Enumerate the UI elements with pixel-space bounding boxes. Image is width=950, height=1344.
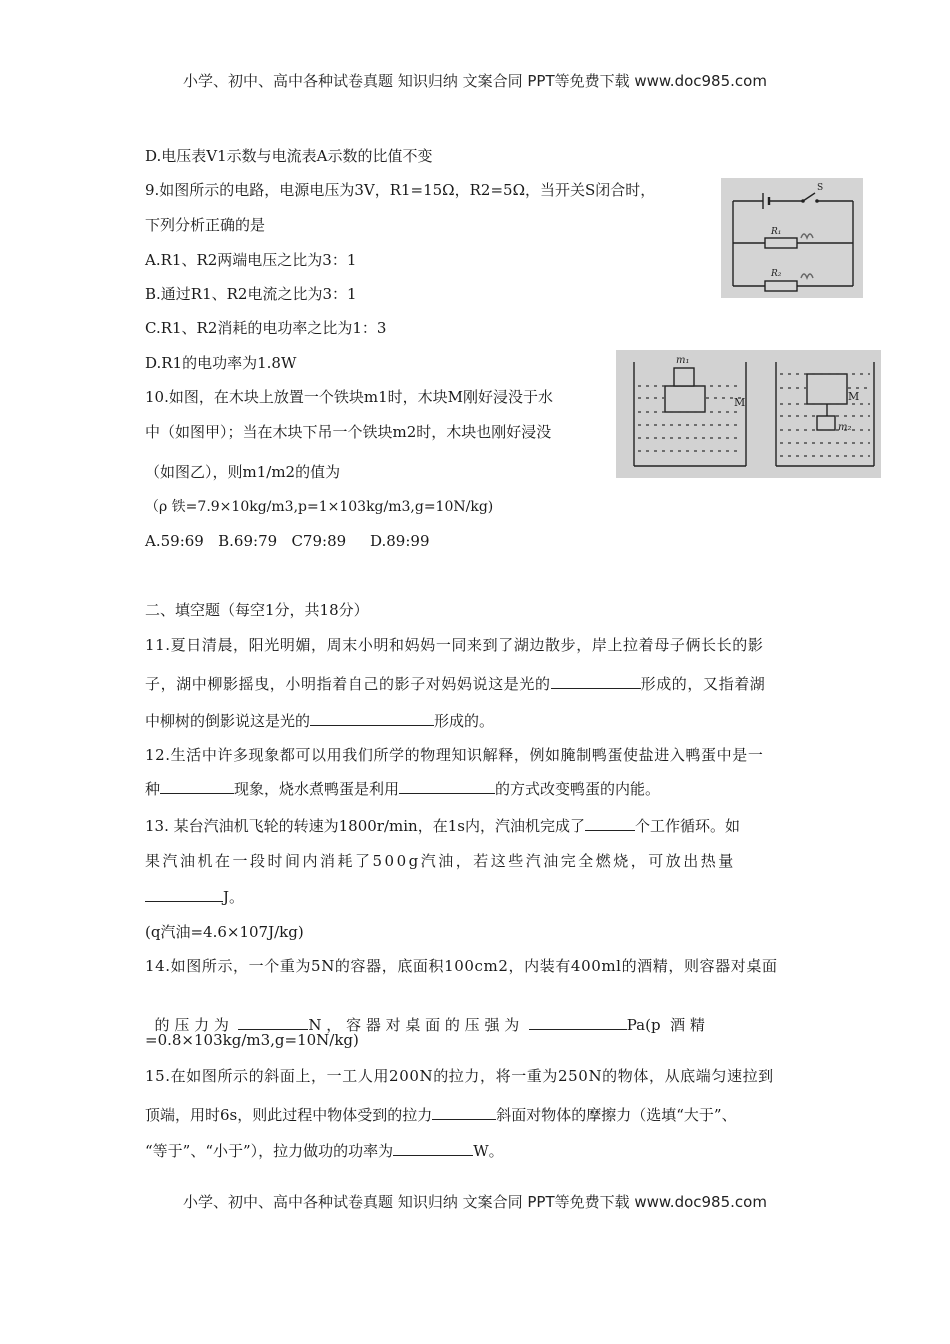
page-footer: 小学、初中、高中各种试卷真题 知识归纳 文案合同 PPT等免费下载 www.doc985.com [183, 1193, 767, 1211]
q11-line3-text-a: 中柳树的倒影说这是光的 [145, 712, 311, 730]
q10-options: A.59:69 B.69:79 C79:89 D.89:99 [145, 532, 430, 550]
q10-stem-line1: 10.如图，在木块上放置一个铁块m1时，木块M刚好浸没于水 [145, 388, 553, 406]
q11-blank-1[interactable] [551, 673, 641, 689]
q10-given: （ρ 铁=7.9×10kg/m3,p=1×103kg/m3,g=10N/kg) [145, 499, 494, 515]
q11-line2-text-a: 子，湖中柳影摇曳，小明指着自己的影子对妈妈说这是光的 [145, 675, 551, 693]
q14-blank-1[interactable] [238, 1014, 308, 1030]
q9-option-a: A.R1、R2两端电压之比为3：1 [145, 251, 357, 269]
fig1-m-label: M [734, 396, 746, 409]
q11-line3-text-b: 形成的。 [434, 712, 495, 730]
q9-stem-line2: 下列分析正确的是 [145, 216, 266, 234]
page-header: 小学、初中、高中各种试卷真题 知识归纳 文案合同 PPT等免费下载 www.doc985.com [183, 72, 767, 90]
q10-stem-line2: 中（如图甲）；当在木块下吊一个铁块m2时，木块也刚好浸没 [145, 423, 552, 441]
q12-line1: 12.生活中许多现象都可以用我们所学的物理知识解释，例如腌制鸭蛋使盐进入鸭蛋中是一 [145, 746, 764, 764]
q13-blank-2[interactable] [145, 886, 223, 902]
q15-line2-text-b: 斜面对物体的摩擦力（选填“大于”、 [496, 1106, 737, 1124]
q14-line2 [145, 994, 705, 1035]
q12-line2-text-b: 现象，烧水煮鸭蛋是利用 [234, 780, 400, 798]
q13-given: (q汽油=4.6×107J/kg) [145, 923, 304, 941]
q9-stem-line1: 9.如图所示的电路，电源电压为3V，R1=15Ω，R2=5Ω，当开关S闭合时， [145, 181, 656, 199]
q10-stem-line3: （如图乙），则m1/m2的值为 [145, 463, 341, 481]
q12-line2-text-a: 种 [145, 780, 161, 798]
q14-line2-text-b: N ， 容 器 对 桌 面 的 压 强 为 [308, 1016, 520, 1034]
q12-line2 [145, 778, 660, 799]
q11-line3 [145, 710, 494, 731]
q8-option-d: D.电压表V1示数与电流表A示数的比值不变 [145, 147, 433, 165]
q9-option-c: C.R1、R2消耗的电功率之比为1：3 [145, 319, 387, 337]
q13-blank-1[interactable] [585, 815, 635, 831]
q15-line3 [145, 1140, 504, 1161]
q13-line3 [145, 886, 244, 907]
buoyancy-diagram [616, 350, 881, 478]
m1-label: m₁ [676, 355, 690, 366]
fig2-m-label: M [848, 390, 860, 403]
q10-buoyancy-figure [616, 350, 881, 478]
q15-line3-text-b: W。 [473, 1142, 504, 1160]
q12-blank-2[interactable] [399, 778, 495, 794]
q11-line2-text-b: 形成的，又指着湖 [640, 675, 766, 693]
q13-line1-text-b: 个工作循环。如 [634, 817, 740, 835]
q11-line1: 11.夏日清晨，阳光明媚，周末小明和妈妈一同来到了湖边散步，岸上拉着母子俩长长的影 [145, 636, 764, 654]
q13-line1 [145, 815, 740, 836]
circuit-diagram [721, 178, 863, 298]
q15-line2-text-a: 顶端，用时6s，则此过程中物体受到的拉力 [145, 1106, 433, 1124]
q11-line2 [145, 673, 765, 694]
q15-line2 [145, 1104, 737, 1125]
q14-given: =0.8×103kg/m3,g=10N/kg) [145, 1031, 359, 1049]
q9-option-d: D.R1的电功率为1.8W [145, 354, 297, 372]
q14-blank-2[interactable] [529, 1014, 627, 1030]
q12-line2-text-c: 的方式改变鸭蛋的内能。 [495, 780, 661, 798]
q13-line3-text-b: J。 [223, 888, 245, 906]
q13-line1-text-a: 13. 某台汽油机飞轮的转速为1800r/min，在1s内，汽油机完成了 [145, 817, 585, 835]
q13-line2: 果汽油机在一段时间内消耗了500g汽油，若这些汽油完全燃烧，可放出热量 [145, 852, 736, 870]
section-2-title: 二、填空题（每空1分，共18分） [145, 601, 369, 619]
q15-blank-1[interactable] [432, 1104, 496, 1120]
q14-line2-text-c: Pa(p 酒 精 [626, 1016, 705, 1034]
q9-option-b: B.通过R1、R2电流之比为3：1 [145, 285, 357, 303]
q11-blank-2[interactable] [310, 710, 434, 726]
m2-label: m₂ [838, 422, 852, 433]
q12-blank-1[interactable] [160, 778, 234, 794]
q15-blank-2[interactable] [393, 1140, 473, 1156]
switch-label: S [817, 183, 824, 193]
q9-circuit-figure [721, 178, 863, 298]
q15-line3-text-a: “等于”、“小于”），拉力做功的功率为 [145, 1142, 394, 1160]
q14-line2-text-a: 的 压 力 为 [154, 1016, 229, 1034]
r2-label: R₂ [771, 269, 782, 279]
q15-line1: 15.在如图所示的斜面上，一工人用200N的拉力，将一重为250N的物体，从底端匀速拉到 [145, 1067, 774, 1085]
r1-label: R₁ [771, 227, 782, 237]
q14-line1: 14.如图所示，一个重为5N的容器，底面积100cm2，内装有400ml的酒精，则容器对桌面 [145, 957, 778, 975]
